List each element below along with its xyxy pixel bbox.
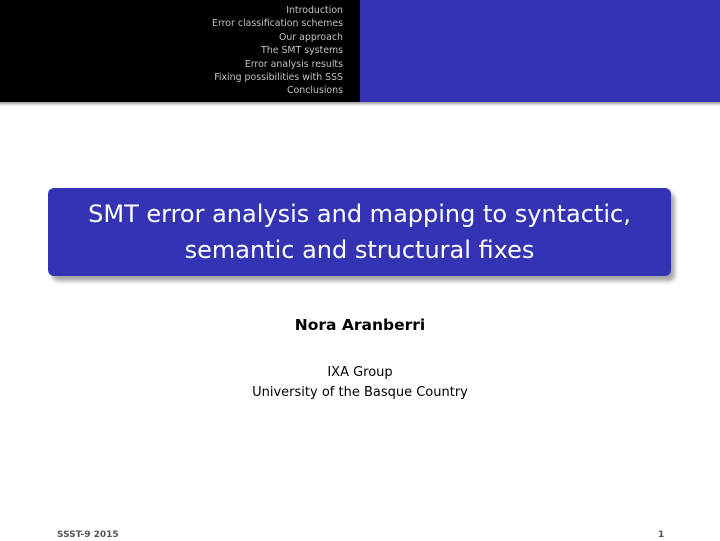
- nav-item-conclusions[interactable]: Conclusions: [287, 85, 343, 97]
- footer-event: SSST-9 2015: [57, 530, 119, 540]
- institute-group: IXA Group: [327, 365, 393, 380]
- nav-item-error-classification-schemes[interactable]: Error classification schemes: [212, 18, 343, 30]
- title-block: [48, 188, 671, 276]
- nav-item-introduction[interactable]: Introduction: [286, 5, 343, 16]
- nav-item-our-approach[interactable]: Our approach: [278, 31, 343, 43]
- footer-page-number: 1: [658, 530, 665, 540]
- institute-university: University of the Basque Country: [252, 385, 468, 400]
- title-line-2: semantic and structural fixes: [184, 236, 535, 264]
- nav-item-fixing-possibilities[interactable]: Fixing possibilities with SSS: [214, 72, 343, 84]
- header-shadow: [0, 102, 720, 106]
- author-name: Nora Aranberri: [294, 316, 426, 334]
- header-bar: [0, 0, 720, 102]
- header-right-panel: [360, 0, 720, 102]
- nav-item-error-analysis-results[interactable]: Error analysis results: [244, 58, 343, 70]
- institute-block: [0, 363, 720, 403]
- section-navigation: [0, 0, 360, 102]
- title-line-1: SMT error analysis and mapping to syntactic,: [88, 200, 631, 228]
- nav-item-smt-systems[interactable]: The SMT systems: [261, 45, 343, 57]
